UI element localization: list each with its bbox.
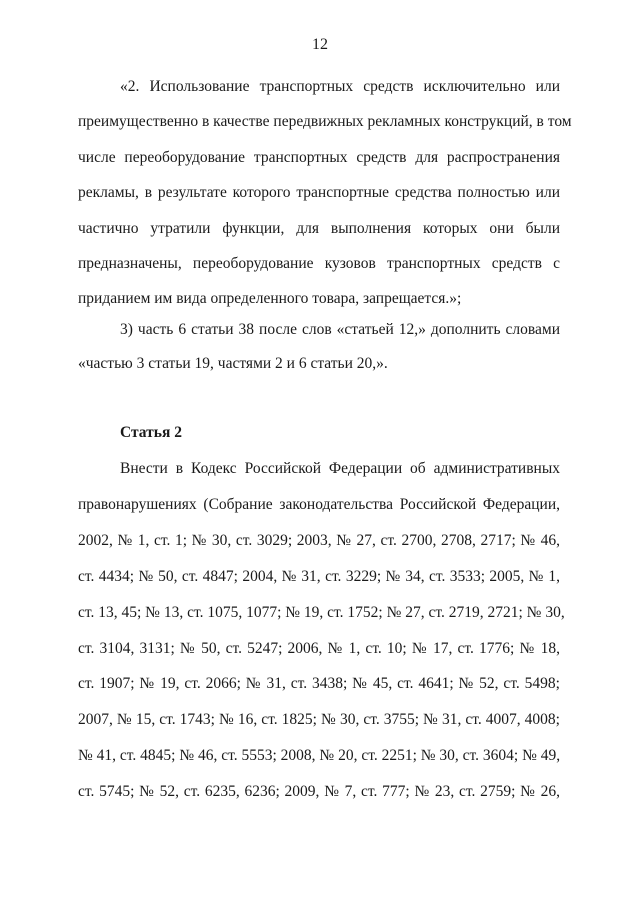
text-line: 3) часть 6 статьи 38 после слов «статьей 12,» дополнить словами: [120, 321, 560, 338]
text-line: приданием им вида определенного товара, запрещается.»;: [78, 290, 462, 308]
text-line: «частью 3 статьи 19, частями 2 и 6 статьи 20,».: [78, 355, 388, 372]
text-line: ст. 5745; № 52, ст. 6235, 6236; 2009, № 7, ст. 777; № 23, ст. 2759; № 26,: [78, 783, 560, 801]
text-line: Внести в Кодекс Российской Федерации об административных: [120, 460, 560, 477]
text-line: предназначены, переоборудование кузовов транспортных средств с: [78, 255, 560, 272]
text-line: № 41, ст. 4845; № 46, ст. 5553; 2008, № 20, ст. 2251; № 30, ст. 3604; № 49,: [78, 747, 561, 765]
text-line: 2002, № 1, ст. 1; № 30, ст. 3029; 2003, № 27, ст. 2700, 2708, 2717; № 46,: [78, 531, 560, 549]
text-line: ст. 4434; № 50, ст. 4847; 2004, № 31, ст. 3229; № 34, ст. 3533; 2005, № 1,: [78, 567, 560, 585]
text-line: частично утратили функции, для выполнения которых они были: [78, 219, 560, 237]
text-line: числе переоборудование транспортных средств для распространения: [78, 148, 560, 166]
text-line: преимущественно в качестве передвижных рекламных конструкций, в том: [78, 113, 572, 131]
text-line: ст. 13, 45; № 13, ст. 1075, 1077; № 19, ст. 1752; № 27, ст. 2719, 2721; № 30,: [78, 603, 565, 621]
text-line: рекламы, в результате которого транспортные средства полностью или: [78, 184, 560, 202]
text-line: ст. 1907; № 19, ст. 2066; № 31, ст. 3438; № 45, ст. 4641; № 52, ст. 5498;: [78, 675, 560, 693]
text-line: 2007, № 15, ст. 1743; № 16, ст. 1825; № 30, ст. 3755; № 31, ст. 4007, 4008;: [78, 711, 560, 729]
text-line: «2. Использование транспортных средств исключительно или: [120, 78, 560, 95]
page-number: 12: [312, 36, 328, 53]
text-line: правонарушениях (Собрание законодательства Российской Федерации,: [78, 495, 560, 513]
section-heading: Статья 2: [120, 424, 182, 441]
text-line: ст. 3104, 3131; № 50, ст. 5247; 2006, № 1, ст. 10; № 17, ст. 1776; № 18,: [78, 639, 560, 657]
